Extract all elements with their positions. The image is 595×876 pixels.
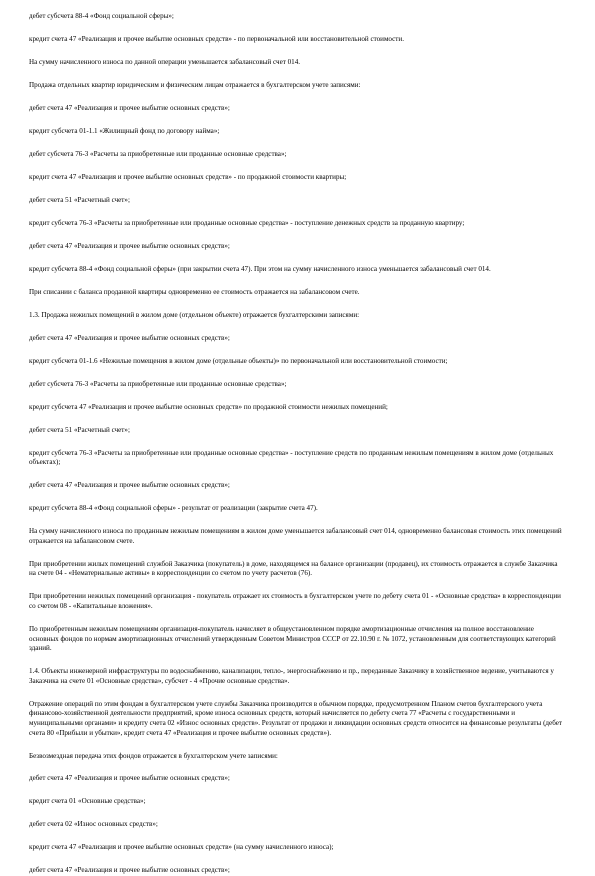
paragraph: дебет счета 02 «Износ основных средств»; <box>29 820 158 829</box>
paragraph: кредит счета 47 «Реализация и прочее выбытие основных средств» (на сумму начисленного износа); <box>29 843 334 852</box>
paragraph: дебет счета 47 «Реализация и прочее выбытие основных средств»; <box>29 774 230 783</box>
paragraph: кредит субсчета 01-1.6 «Нежилые помещения в жилом доме (отдельные объекты)» по первоначальной или восстановительной стоимости; <box>29 356 448 365</box>
paragraph: дебет счета 47 «Реализация и прочее выбытие основных средств»; <box>29 333 230 342</box>
paragraph: По приобретенным нежилым помещениям организация-покупатель начисляет в общеустановленном порядке амортизационные отчисления на полное восстановление основных фондов по нормам амортизационных отчислений утвержденным Советом Министров СССР от 22.10.90 г. № 1072, установленным для соответствующих категорий зданий. <box>29 624 556 653</box>
paragraph: кредит счета 01 «Основные средства»; <box>29 797 146 806</box>
paragraph: На сумму начисленного износа по данной операции уменьшается забалансовый счет 014. <box>29 57 301 66</box>
paragraph: При приобретении нежилых помещений организация - покупатель отражает их стоимость в бухгалтерском учете по дебету счета 01 - «Основные средства» в корреспонденции со счетом 08 - «Капитальные вложения». <box>29 592 561 610</box>
paragraph: На сумму начисленного износа по проданным нежилым помещениям в жилом доме уменьшается забалансовый счет 014, одновременно балансовая стоимость этих помещений отражается на забалансовом счете. <box>29 527 562 545</box>
paragraph: дебет счета 47 «Реализация и прочее выбытие основных средств»; <box>29 866 230 875</box>
paragraph: дебет счета 47 «Реализация и прочее выбытие основных средств»; <box>29 103 230 112</box>
paragraph: дебет счета 47 «Реализация и прочее выбытие основных средств»; <box>29 241 230 250</box>
document-page <box>29 0 564 875</box>
section-heading: 1.4. Объекты инженерной инфраструктуры по водоснабжению, канализации, тепло-, энергоснабжению и пр., переданные Заказчику в хозяйственное ведение, учитываются у Заказчика на счете 01 «Основные средства», субсчет - 4 «Прочие основные средства». <box>29 667 554 685</box>
paragraph: кредит счета 47 «Реализация и прочее выбытие основных средств» - по первоначальной или восстановительной стоимости. <box>29 34 404 43</box>
paragraph: кредит субсчета 88-4 «Фонд социальной сферы» - результат от реализации (закрытие счета 47). <box>29 504 318 513</box>
paragraph: кредит субсчета 01-1.1 «Жилищный фонд по договору найма»; <box>29 126 220 135</box>
paragraph: Продажа отдельных квартир юридическим и физическим лицам отражается в бухгалтерском учете записями: <box>29 80 361 89</box>
paragraph: дебет субсчета 88-4 «Фонд социальной сферы»; <box>29 12 174 20</box>
paragraph: При списании с баланса проданной квартиры одновременно ее стоимость отражается на забалансовом счете. <box>29 287 360 296</box>
paragraph: Безвозмездная передача этих фондов отражается в бухгалтерском учете записями: <box>29 751 278 760</box>
section-heading: 1.3. Продажа нежилых помещений в жилом доме (отдельном объекте) отражается бухгалтерскими записями: <box>29 310 360 319</box>
paragraph: кредит субсчета 47 «Реализация и прочее выбытие основных средств» по продажной стоимости нежилых помещений; <box>29 402 388 411</box>
top-margin <box>29 0 564 12</box>
paragraph: кредит субсчета 76-3 «Расчеты за приобретенные или проданные основные средства» - поступление денежных средств за проданную квартиру; <box>29 218 465 227</box>
paragraph: дебет субсчета 76-3 «Расчеты за приобретенные или проданные основные средства»; <box>29 379 287 388</box>
paragraph: дебет счета 51 «Расчетный счет»; <box>29 195 130 204</box>
paragraph: кредит субсчета 76-3 «Расчеты за приобретенные или проданные основные средства» - поступление средств по проданным нежилым помещениям в жилом доме (отдельных объектах); <box>29 448 554 467</box>
paragraph: дебет счета 47 «Реализация и прочее выбытие основных средств»; <box>29 481 230 490</box>
paragraph: дебет субсчета 76-3 «Расчеты за приобретенные или проданные основные средства»; <box>29 149 287 158</box>
paragraph: При приобретении жилых помещений службой Заказчика (покупатель) в доме, находящемся на балансе организации (продавец), их стоимость отражается в службе Заказчика на счете 04 - «Нематериальные активы» в корреспонденции со счетом по учету расчетов (76). <box>29 559 558 578</box>
paragraph: кредит субсчета 88-4 «Фонд социальной сферы» (при закрытии счета 47). При этом на сумму начисленного износа уменьшается забалансовый счет 014. <box>29 264 491 273</box>
paragraph: кредит счета 47 «Реализация и прочее выбытие основных средств» - по продажной стоимости квартиры; <box>29 172 347 181</box>
paragraph: дебет счета 51 «Расчетный счет»; <box>29 425 130 434</box>
paragraph: Отражение операций по этим фондам в бухгалтерском учете службы Заказчика производится в обычном порядке, предусмотренном Планом счетов бухгалтерского учета финансово-хозяйственной деятельности предприятий, кроме износа основных средств, который начисляется по дебету счета 77 «Расчеты с государственными и муниципальными органами» и кредиту счета 02 «Износ основных средств». Результат от продажи и ликвидации основных средств относится на финансовые результаты (дебет счета 80 «Прибыли и убытки», кредит счета 47 «Реализация и прочее выбытие основных средств»). <box>29 699 562 737</box>
